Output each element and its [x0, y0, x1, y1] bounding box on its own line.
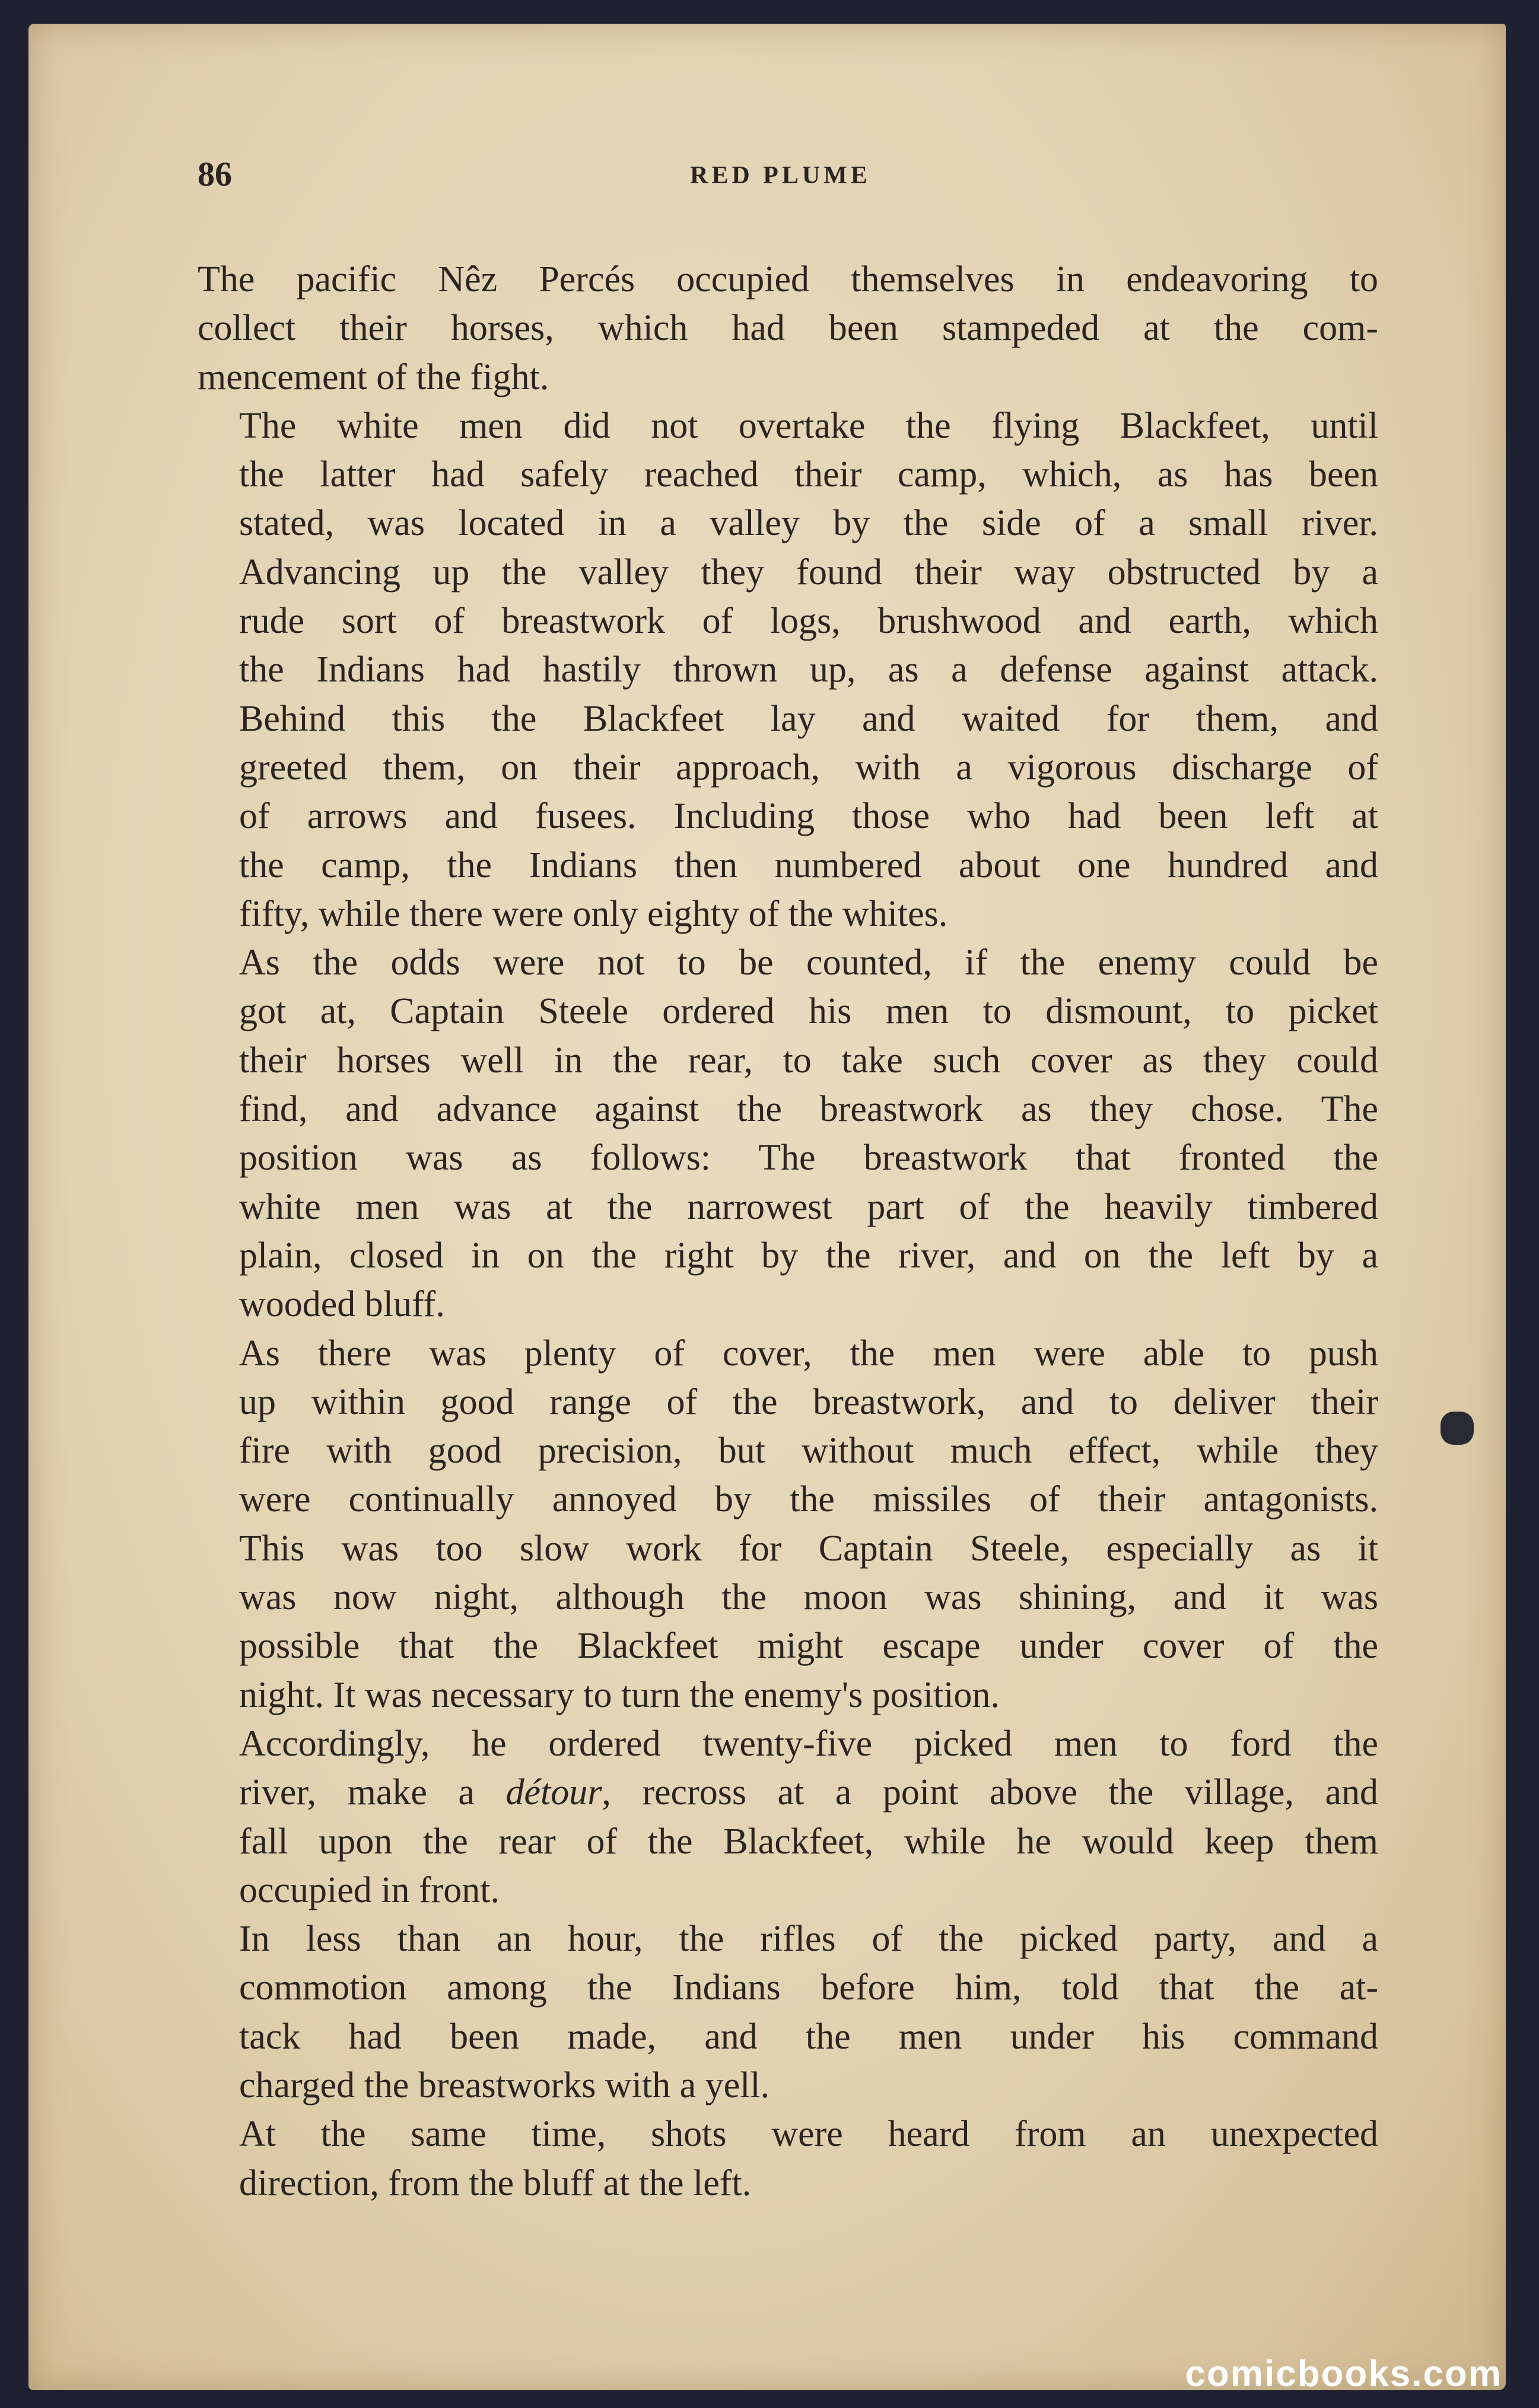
- text-line: plain, closed in on the right by the river, and on the left by a: [239, 1235, 1378, 1276]
- paragraph: [198, 255, 1378, 402]
- text-line: As there was plenty of cover, the men were able to push: [239, 1333, 1378, 1374]
- text-line: the camp, the Indians then numbered about one hundred and: [239, 845, 1378, 886]
- text-line: occupied in front.: [239, 1869, 500, 1910]
- text-line: wooded bluff.: [239, 1284, 445, 1325]
- book-page: [28, 24, 1506, 2390]
- paragraph: [198, 402, 1378, 938]
- text-line: Accordingly, he ordered twenty-five picked men to ford the: [239, 1723, 1378, 1764]
- text-line: fall upon the rear of the Blackfeet, while he would keep them: [239, 1821, 1378, 1862]
- watermark-logo: comicbooks.com: [1185, 2353, 1502, 2394]
- text-line: This was too slow work for Captain Steele, especially as it: [239, 1528, 1378, 1569]
- text-line: possible that the Blackfeet might escape under cover of the: [239, 1626, 1378, 1667]
- text-line: collect their horses, which had been stampeded at the com-: [198, 308, 1378, 349]
- paragraph: [198, 1719, 1378, 1915]
- text-line: The pacific Nêz Percés occupied themselves in endeavoring to: [198, 259, 1378, 300]
- text-line: rude sort of breastwork of logs, brushwood and earth, which: [239, 601, 1378, 642]
- paragraph: [198, 1329, 1378, 1719]
- text-line: night. It was necessary to turn the enemy's position.: [239, 1674, 1000, 1715]
- text-line: direction, from the bluff at the left.: [239, 2162, 752, 2203]
- page-edge-mark: [1441, 1412, 1474, 1445]
- text-line: position was as follows: The breastwork that fronted the: [239, 1138, 1378, 1178]
- text-line: were continually annoyed by the missiles of their antagonists.: [239, 1479, 1378, 1520]
- text-line: of arrows and fusees. Including those who had been left at: [239, 796, 1378, 837]
- text-line: fifty, while there were only eighty of the whites.: [239, 893, 948, 934]
- text-line: Behind this the Blackfeet lay and waited for them, and: [239, 698, 1378, 739]
- paragraph: [198, 938, 1378, 1329]
- text-line: fire with good precision, but without much effect, while they: [239, 1431, 1378, 1471]
- text-line: Advancing up the valley they found their way obstructed by a: [239, 552, 1378, 593]
- text-line: was now night, although the moon was shining, and it was: [239, 1577, 1378, 1618]
- text-line: the latter had safely reached their camp, which, as has been: [239, 454, 1378, 495]
- text-line: In less than an hour, the rifles of the picked party, and a: [239, 1919, 1378, 1960]
- text-line: up within good range of the breastwork, and to deliver their: [239, 1381, 1378, 1422]
- text-line: find, and advance against the breastwork as they chose. The: [239, 1089, 1378, 1130]
- text-line: At the same time, shots were heard from an unexpected: [239, 2114, 1378, 2155]
- text-line: charged the breastworks with a yell.: [239, 2065, 770, 2106]
- text-line: greeted them, on their approach, with a vigorous discharge of: [239, 747, 1378, 788]
- page-number: 86: [198, 155, 232, 193]
- text-line: tack had been made, and the men under his command: [239, 2016, 1378, 2057]
- text-line: white men was at the narrowest part of the heavily timbered: [239, 1186, 1378, 1227]
- text-line: their horses well in the rear, to take such cover as they could: [239, 1040, 1378, 1081]
- text-line: mencement of the fight.: [198, 356, 549, 397]
- text-line: As the odds were not to be counted, if the enemy could be: [239, 942, 1378, 983]
- body-text: [198, 255, 1378, 2208]
- text-line: river, make a détour, recross at a point above the village, and: [239, 1772, 1378, 1813]
- paragraph: [198, 1915, 1378, 2110]
- page-header: [198, 154, 1396, 202]
- paragraph: [198, 2110, 1378, 2208]
- running-title: RED PLUME: [690, 162, 871, 189]
- text-line: commotion among the Indians before him, told that the at-: [239, 1967, 1378, 2008]
- text-line: The white men did not overtake the flying Blackfeet, until: [239, 405, 1378, 446]
- text-line: the Indians had hastily thrown up, as a defense against attack.: [239, 649, 1378, 690]
- text-line: stated, was located in a valley by the side of a small river.: [239, 503, 1378, 544]
- text-line: got at, Captain Steele ordered his men to dismount, to picket: [239, 991, 1378, 1032]
